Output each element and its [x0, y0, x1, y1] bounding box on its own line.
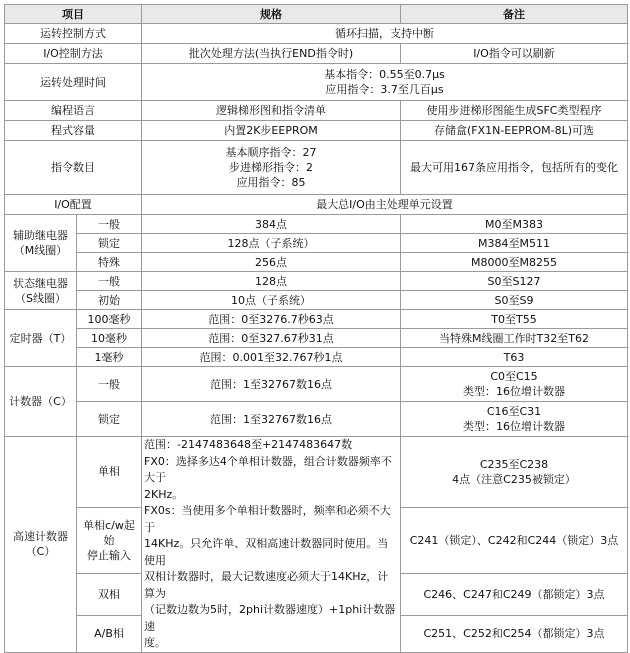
- table-row: [5, 329, 628, 348]
- note-line: 4点（注意C235被锁定）: [452, 472, 576, 486]
- table-row: [5, 402, 628, 437]
- row-note: M384至M511: [401, 234, 628, 253]
- table-row: [5, 101, 628, 121]
- table-row: [5, 64, 628, 101]
- instruction-line: 应用指令：85: [236, 176, 306, 189]
- processing-line: 基本指令：0.55至0.7μs: [324, 68, 445, 81]
- note-line: C0至C15: [490, 370, 538, 383]
- hs-spec-line: 2KHz。: [144, 487, 184, 501]
- row-spec: 128点（子系统）: [142, 234, 401, 253]
- row-spec: 范围：1至32767数16点: [142, 367, 401, 402]
- sub-type: 单相: [77, 437, 142, 508]
- group-label-line: 辅助继电器: [13, 229, 68, 242]
- table-row: [5, 195, 628, 215]
- row-spec: 384点: [142, 215, 401, 234]
- row-value: 最大总I/O由主处理单元设置: [142, 195, 628, 215]
- row-note: C241（锁定）、C242和C244（锁定）3点: [401, 507, 628, 574]
- sub-type: 初始: [77, 291, 142, 310]
- group-label: 定时器（T）: [5, 310, 77, 367]
- row-label: 运转控制方式: [5, 24, 142, 44]
- row-spec: 逻辑梯形图和指令清单: [142, 101, 401, 121]
- row-value: [142, 64, 628, 101]
- row-spec: 范围：0.001至32.767秒1点: [142, 348, 401, 367]
- row-note: 使用步进梯形图能生成SFC类型程序: [401, 101, 628, 121]
- row-note: S0至S127: [401, 272, 628, 291]
- table-row: [5, 121, 628, 141]
- table-row: [5, 367, 628, 402]
- table-row: [5, 437, 628, 508]
- hs-spec-line: 双相计数器时，最大记数速度必须大于14KHz，计算为: [144, 570, 389, 600]
- table-row: [5, 253, 628, 272]
- sub-type: [77, 507, 142, 574]
- group-label-line: （M线圈）: [13, 244, 68, 257]
- hs-spec-line: （记数边数为5时，2phi计数器速度）+1phi计数器速: [144, 603, 396, 633]
- hs-spec-line: FX0s：当使用多个单相计数器时，频率和必须不大于: [144, 504, 391, 534]
- row-note: I/O指令可以刷新: [401, 44, 628, 64]
- group-label-line: 状态继电器: [13, 276, 68, 290]
- header-spec: 规格: [142, 5, 401, 24]
- table-row: [5, 310, 628, 329]
- sub-type: 特殊: [77, 253, 142, 272]
- table-row: [5, 348, 628, 367]
- row-note: C246、C247和C249（都锁定）3点: [401, 574, 628, 616]
- spec-table: [4, 4, 628, 653]
- row-spec: 10点（子系统）: [142, 291, 401, 310]
- table-row: [5, 272, 628, 291]
- row-label: 指令数目: [5, 141, 142, 195]
- note-line: C235至C238: [479, 457, 549, 471]
- row-note: [401, 437, 628, 508]
- row-note: [401, 402, 628, 437]
- hs-spec: [142, 437, 401, 653]
- row-note: M0至M383: [401, 215, 628, 234]
- group-label: [5, 272, 77, 310]
- table-row: [5, 24, 628, 44]
- sub-type-line: 停止输入: [87, 549, 131, 563]
- table-row: [5, 291, 628, 310]
- row-spec: 范围：0至3276.7秒63点: [142, 310, 401, 329]
- sub-type: 一般: [77, 272, 142, 291]
- sub-type: 10毫秒: [77, 329, 142, 348]
- sub-type: 1毫秒: [77, 348, 142, 367]
- note-line: 类型：16位增计数器: [463, 420, 565, 433]
- row-spec: 128点: [142, 272, 401, 291]
- row-spec: 范围：1至32767数16点: [142, 402, 401, 437]
- sub-type: 一般: [77, 367, 142, 402]
- row-spec: 内置2K步EEPROM: [142, 121, 401, 141]
- hs-spec-line: 度。: [144, 636, 166, 649]
- hs-spec-line: 14KHz。只允许单、双相高速计数器同时使用。当使用: [144, 537, 389, 567]
- group-label: [5, 437, 77, 653]
- sub-type: 锁定: [77, 402, 142, 437]
- table-row: [5, 141, 628, 195]
- group-label-line: （C）: [25, 545, 56, 559]
- row-note: 存储盒(FX1N-EEPROM-8L)可选: [401, 121, 628, 141]
- sub-type: 双相: [77, 574, 142, 616]
- sub-type: A/B相: [77, 616, 142, 652]
- processing-line: 应用指令：3.7至几百μs: [325, 83, 444, 96]
- row-note: M8000至M8255: [401, 253, 628, 272]
- row-note: C251、C252和C254（都锁定）3点: [401, 616, 628, 652]
- row-spec: 256点: [142, 253, 401, 272]
- row-note: S0至S9: [401, 291, 628, 310]
- row-label: I/O配置: [5, 195, 142, 215]
- row-spec: [142, 141, 401, 195]
- row-label: 程式容量: [5, 121, 142, 141]
- group-label-line: （S线圈）: [15, 291, 66, 305]
- row-note: 最大可用167条应用指令，包括所有的变化: [401, 141, 628, 195]
- table-row: [5, 234, 628, 253]
- table-row: [5, 44, 628, 64]
- sub-type: 100毫秒: [77, 310, 142, 329]
- note-line: 类型：16位增计数器: [463, 385, 565, 398]
- note-line: C16至C31: [486, 405, 542, 418]
- group-label-line: 高速计数器: [13, 530, 68, 544]
- group-label: [5, 215, 77, 272]
- sub-type: 锁定: [77, 234, 142, 253]
- row-label: 运转处理时间: [5, 64, 142, 101]
- hs-spec-line: FX0：选择多达4个单相计数器，组合计数器频率不大于: [144, 454, 392, 484]
- header-note: 备注: [401, 5, 628, 24]
- row-spec: 范围：0至327.67秒31点: [142, 329, 401, 348]
- row-label: I/O控制方法: [5, 44, 142, 64]
- row-note: T63: [401, 348, 628, 367]
- group-label: 计数器（C）: [5, 367, 77, 437]
- header-item: 项目: [5, 5, 142, 24]
- sub-type-line: 单相c/w起始: [83, 519, 135, 548]
- instruction-line: 基本顺序指令：27: [225, 146, 317, 159]
- row-value: 循环扫描，支持中断: [142, 24, 628, 44]
- table-row: [5, 215, 628, 234]
- instruction-line: 步进梯形指令：2: [229, 161, 313, 174]
- row-spec: 批次处理方法(当执行END指令时): [142, 44, 401, 64]
- row-note: [401, 367, 628, 402]
- hs-spec-line: 范围：-2147483648至+2147483647数: [144, 438, 353, 451]
- row-note: 当特殊M线圈工作时T32至T62: [401, 329, 628, 348]
- row-label: 编程语言: [5, 101, 142, 121]
- row-note: T0至T55: [401, 310, 628, 329]
- sub-type: 一般: [77, 215, 142, 234]
